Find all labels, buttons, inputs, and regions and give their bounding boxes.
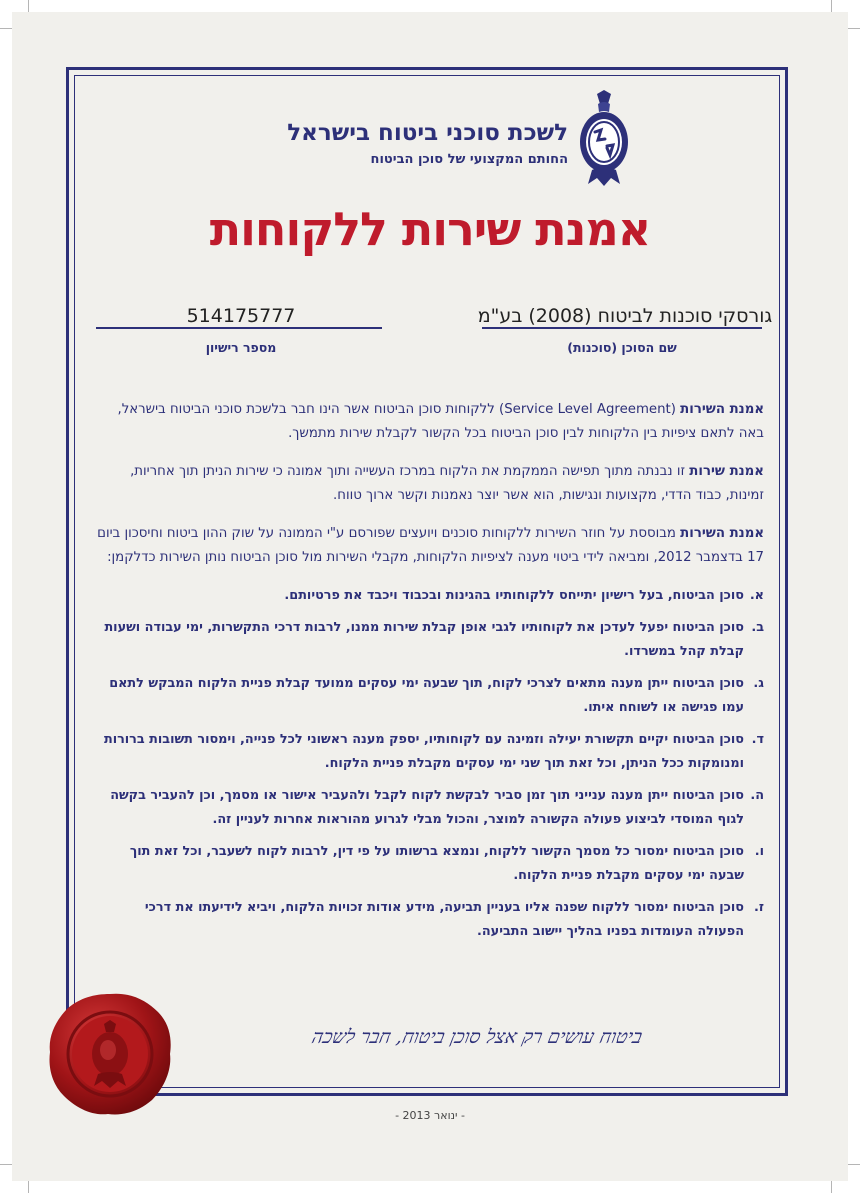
- intro-paragraph: [96, 398, 764, 446]
- list-item-letter: ו.: [754, 844, 764, 859]
- charter-body: [96, 398, 764, 952]
- list-item-text: סוכן הביטוח ייתן מענה ענייני תוך זמן סביר לבקשת לקוח לקבל ולהעביר אישור או מסמך, וכן להעביר בקשה לגוף המוסדי לביצוע פעולה הקשורה למוצר, והכול מבלי לגרוע מהוראות אחרות לעניין זה.: [110, 788, 744, 827]
- list-item-text: סוכן הביטוח ייתן מענה מתאים לצרכי לקוח, תוך שבעה ימי עסקים ממועד קבלת פניית הלקוח המבקש לתאם עמו פגישה או לשוחח איתו.: [109, 676, 744, 715]
- pomegranate-logo-icon: [578, 90, 630, 186]
- license-number-value: 514175777: [186, 305, 296, 327]
- list-item: [96, 784, 764, 832]
- crop-mark: [831, 1181, 832, 1193]
- list-item: [96, 584, 764, 608]
- list-item-text: סוכן הביטוח ימסור ללקוח שפנה אליו בעניין תביעה, מידע אודות זכויות הלקוח, ויביא לידיעתו את דרכי הפעולה העומדות בפניו בהליך יישוב התביעה.: [144, 900, 744, 939]
- crop-mark: [0, 1164, 12, 1165]
- agent-name-label: שם הסוכן (סוכנות): [567, 340, 677, 355]
- intro-paragraph: [96, 460, 764, 508]
- organization-name: לשכת סוכני ביטוח בישראל: [287, 120, 568, 146]
- paragraph-lead: אמנת השירות: [680, 402, 764, 417]
- list-item-letter: א.: [749, 588, 764, 603]
- intro-paragraph: [96, 522, 764, 570]
- service-commitments-list: [96, 584, 764, 944]
- list-item: [96, 896, 764, 944]
- footer-date: - ינואר 2013 -: [395, 1109, 465, 1122]
- organization-tagline: החותם המקצועי של סוכן הביטוח: [370, 152, 568, 167]
- agent-name-value: גורסקי סוכנות לביטוח (2008) בע"מ: [477, 305, 773, 327]
- header-logo: [230, 90, 630, 190]
- list-item: [96, 672, 764, 720]
- list-item-text: סוכן הביטוח, בעל רישיון יתייחס ללקוחותיו בהגינות ובכבוד ויכבד את פרטיותם.: [284, 588, 744, 603]
- list-item-text: סוכן הביטוח יפעל לעדכן את לקוחותיו לגבי אופן קבלת שירות ממנו, לרבות דרכי התקשרות, ימי עבודה ושעות קבלת קהל במשרדו.: [104, 620, 744, 659]
- wax-seal-icon: [46, 990, 174, 1118]
- list-item: [96, 840, 764, 888]
- list-item-letter: ה.: [750, 788, 764, 803]
- crop-mark: [28, 1181, 29, 1193]
- license-number-underline: [96, 327, 382, 329]
- list-item: [96, 728, 764, 776]
- crop-mark: [28, 0, 29, 12]
- crop-mark: [0, 28, 12, 29]
- list-item-letter: ז.: [754, 900, 764, 915]
- paragraph-text: (Service Level Agreement) ללקוחות סוכן הביטוח אשר הינו חבר בלשכת סוכני הביטוח בישראל, באה לתאם ציפיות בין הלקוחות לבין סוכן הביטוח בכל הקשור לקבלת שירות מתמשך.: [117, 402, 764, 441]
- list-item-letter: ד.: [751, 732, 764, 747]
- license-number-label: מספר רישיון: [205, 340, 277, 355]
- list-item-text: סוכן הביטוח יקיים תקשורת יעילה וזמינה עם לקוחותיו, יספק מענה ראשוני לכל פנייה, וימסור תשובות ברורות ומנומקות ככל הניתן, וכל זאת תוך שני ימי עסקים מקבלת פניית הלקוח.: [103, 732, 744, 771]
- paragraph-text: מבוססת על חוזר השירות ללקוחות סוכנים ויועצים שפורסם ע"י הממונה על שוק ההון ביטוח וחיסכון ביום 17 בדצמבר 2012, ומביאה לידי ביטוי מענה לציפיות הלקוחות, מקבלי השירות מול סוכן הביטוח נותן השירות כדלקמן:: [97, 526, 764, 565]
- list-item: [96, 616, 764, 664]
- crop-mark: [831, 0, 832, 12]
- paragraph-lead: אמנת שירות: [689, 464, 764, 479]
- list-item-letter: ב.: [751, 620, 764, 635]
- list-item-letter: ג.: [753, 676, 764, 691]
- page-title: אמנת שירות ללקוחות: [209, 202, 651, 256]
- paragraph-lead: אמנת השירות: [680, 526, 764, 541]
- crop-mark: [848, 28, 860, 29]
- handwritten-signature: ביטוח עושים רק אצל סוכן ביטוח, חבר לשכה: [310, 1026, 645, 1048]
- paragraph-text: זו נבנתה מתוך תפישה הממקמת את הלקוח במרכז העשייה ותוך אמונה כי שירות הניתן תוך אחריות, זמינות, כבוד הדדי, מקצועות ונגישות, הוא אשר יוצר נאמנות וקשר ארוך טווח.: [130, 464, 764, 503]
- agent-name-underline: [482, 327, 762, 329]
- crop-mark: [848, 1164, 860, 1165]
- list-item-text: סוכן הביטוח ימסור כל מסמך הקשור ללקוח, ונמצא ברשותו על פי דין, לרבות לקוח לשעבר, וכל זאת תוך שבעה ימי עסקים מקבלת פניית הלקוח.: [129, 844, 744, 883]
